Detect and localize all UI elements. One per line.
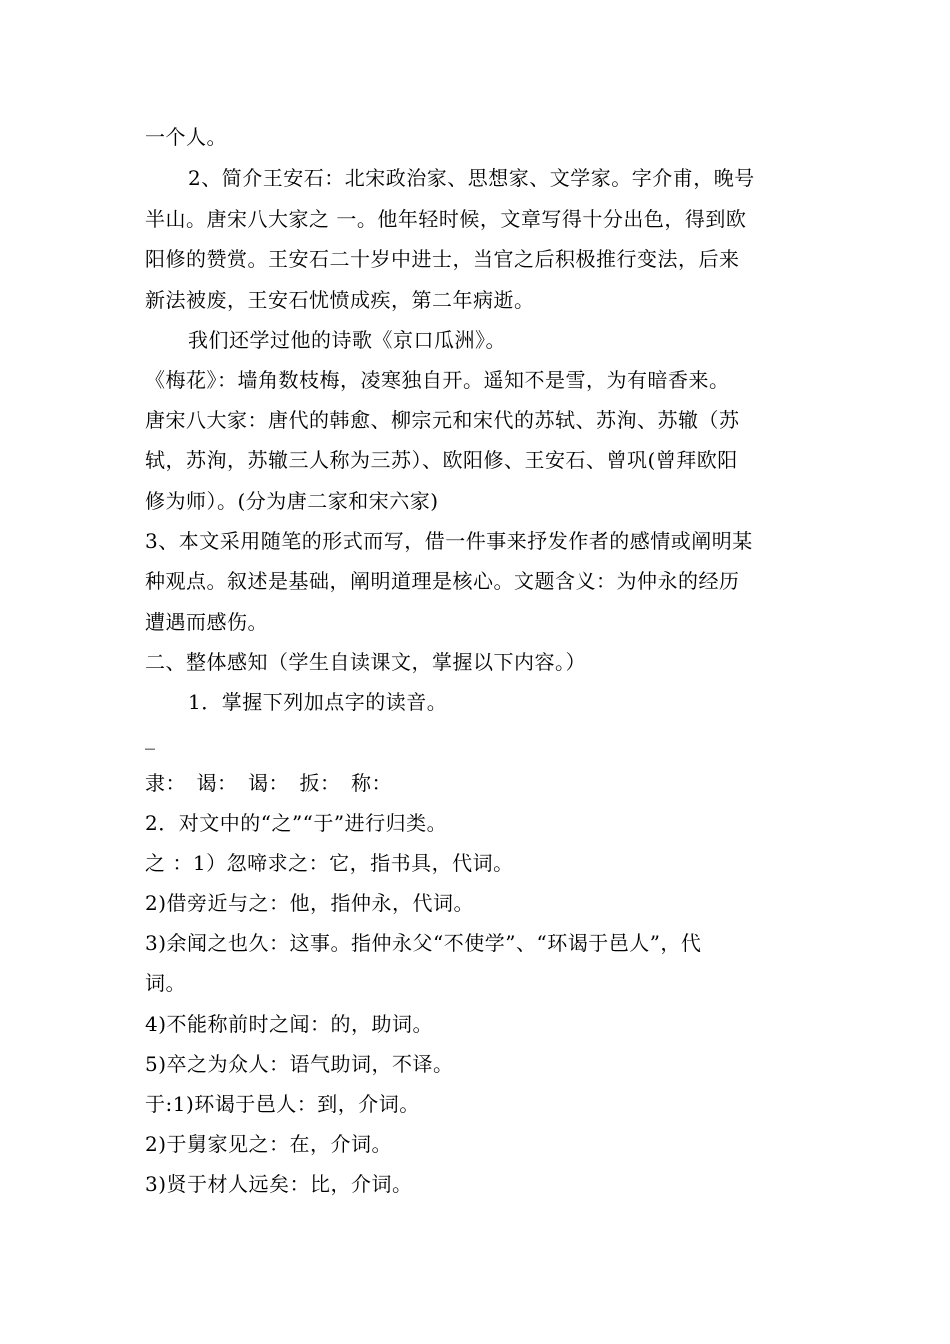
text-line: 《梅花》：墙角数枝梅，凌寒独自开。遥知不是雪，为有暗香来。 <box>145 368 730 392</box>
text-line: 新法被废，王安石忧愤成疾，第二年病逝。 <box>145 288 535 312</box>
text-line: 2)于舅家见之：在，介词。 <box>145 1132 393 1156</box>
text-line: 4)不能称前时之闻：的，助词。 <box>145 1012 434 1036</box>
text-line: 2、简介王安石：北宋政治家、思想家、文学家。字介甫，晚号 <box>188 166 755 190</box>
text-line: 3、本文采用随笔的形式而写，借一件事来抒发作者的感情或阐明某 <box>145 529 753 553</box>
text-line: 之 ：1）忽啼求之：它，指书具，代词。 <box>145 851 514 875</box>
text-line: 2)借旁近与之：他，指仲永，代词。 <box>145 891 475 915</box>
text-line: 修为师）。(分为唐二家和宋六家) <box>145 489 439 513</box>
text-line: 3)余闻之也久：这事。指仲永父“不使学”、“环谒于邑人”，代 <box>145 931 702 955</box>
text-line: 阳修的赞赏。王安石二十岁中进士，当官之后积极推行变法，后来 <box>145 247 740 271</box>
text-line: 1．掌握下列加点字的读音。 <box>188 690 448 714</box>
text-line: 一个人。 <box>145 125 227 149</box>
text-line: 二、整体感知（学生自读课文，掌握以下内容。） <box>145 650 586 674</box>
text-line: 唐宋八大家：唐代的韩愈、柳宗元和宋代的苏轼、苏洵、苏辙（苏 <box>145 408 740 432</box>
text-line: 5)卒之为众人：语气助词，不译。 <box>145 1052 454 1076</box>
text-line: 词。 <box>145 971 186 995</box>
text-line: 3)贤于材人远矣：比，介词。 <box>145 1172 413 1196</box>
text-line: 2．对文中的“之”“于”进行归类。 <box>145 811 448 835</box>
text-line: 种观点。叙述是基础，阐明道理是核心。文题含义：为仲永的经历 <box>145 569 740 593</box>
text-line: 我们还学过他的诗歌《京口瓜洲》。 <box>188 328 506 352</box>
text-line: 遭遇而感伤。 <box>145 610 268 634</box>
text-line: _ <box>145 726 156 750</box>
text-line: 半山。唐宋八大家之 一。他年轻时候，文章写得十分出色，得到欧 <box>145 207 747 231</box>
text-line: 于:1)环谒于邑人：到，介词。 <box>145 1092 420 1116</box>
text-line: 轼，苏洵，苏辙三人称为三苏）、欧阳修、王安石、曾巩(曾拜欧阳 <box>145 448 738 472</box>
text-line: 隶： 谒： 谒： 扳： 称： <box>145 771 392 795</box>
